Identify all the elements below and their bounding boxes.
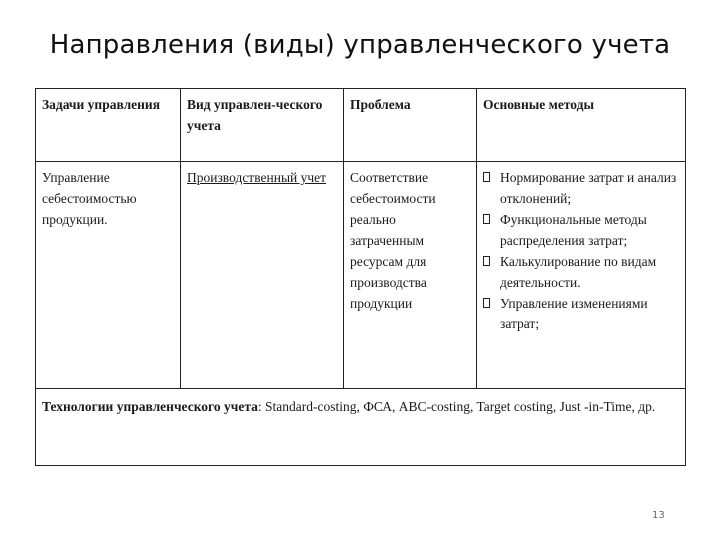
square-bullet-icon bbox=[483, 298, 490, 308]
method-text: Функциональные методы распределения затрат; bbox=[500, 211, 647, 248]
cell-problem: Соответствие себестоимости реально затраченным ресурсам для производства продукции bbox=[344, 162, 477, 389]
methods-list bbox=[483, 168, 679, 335]
cell-methods bbox=[477, 162, 686, 389]
list-item bbox=[483, 294, 679, 336]
table-row bbox=[36, 162, 686, 389]
method-text: Управление изменениями затрат; bbox=[500, 295, 648, 332]
slide-title: Направления (виды) управленческого учета bbox=[49, 30, 671, 60]
method-text: Нормирование затрат и анализ отклонений; bbox=[500, 170, 677, 206]
square-bullet-icon bbox=[483, 256, 490, 266]
square-bullet-icon bbox=[483, 214, 490, 224]
cell-accounting-type bbox=[181, 162, 344, 389]
production-accounting-link[interactable]: Производственный учет bbox=[187, 170, 327, 185]
technologies-cell bbox=[36, 389, 686, 466]
page-number: 13 bbox=[652, 510, 665, 521]
square-bullet-icon bbox=[483, 172, 490, 182]
header-row bbox=[36, 89, 686, 162]
list-item bbox=[483, 168, 679, 210]
list-item bbox=[483, 210, 679, 252]
list-item bbox=[483, 252, 679, 294]
cell-task: Управление себестоимостью продукции. bbox=[36, 162, 181, 389]
header-cell-problem: Проблема bbox=[344, 89, 477, 162]
header-cell-accounting-type: Вид управлен-ческого учета bbox=[181, 89, 344, 162]
technologies-label: Технологии управленческого учета bbox=[42, 399, 258, 414]
header-cell-tasks: Задачи управления bbox=[36, 89, 181, 162]
technologies-line bbox=[42, 397, 679, 418]
technologies-text: Standard-costing, ФСА, ABC-costing, Target costing, Just -in-Time, др. bbox=[265, 399, 656, 414]
methods-table bbox=[35, 88, 686, 466]
header-cell-methods: Основные методы bbox=[477, 89, 686, 162]
technologies-separator: : bbox=[257, 399, 266, 414]
method-text: Калькулирование по видам деятельности. bbox=[500, 253, 657, 290]
footer-row bbox=[36, 389, 686, 466]
